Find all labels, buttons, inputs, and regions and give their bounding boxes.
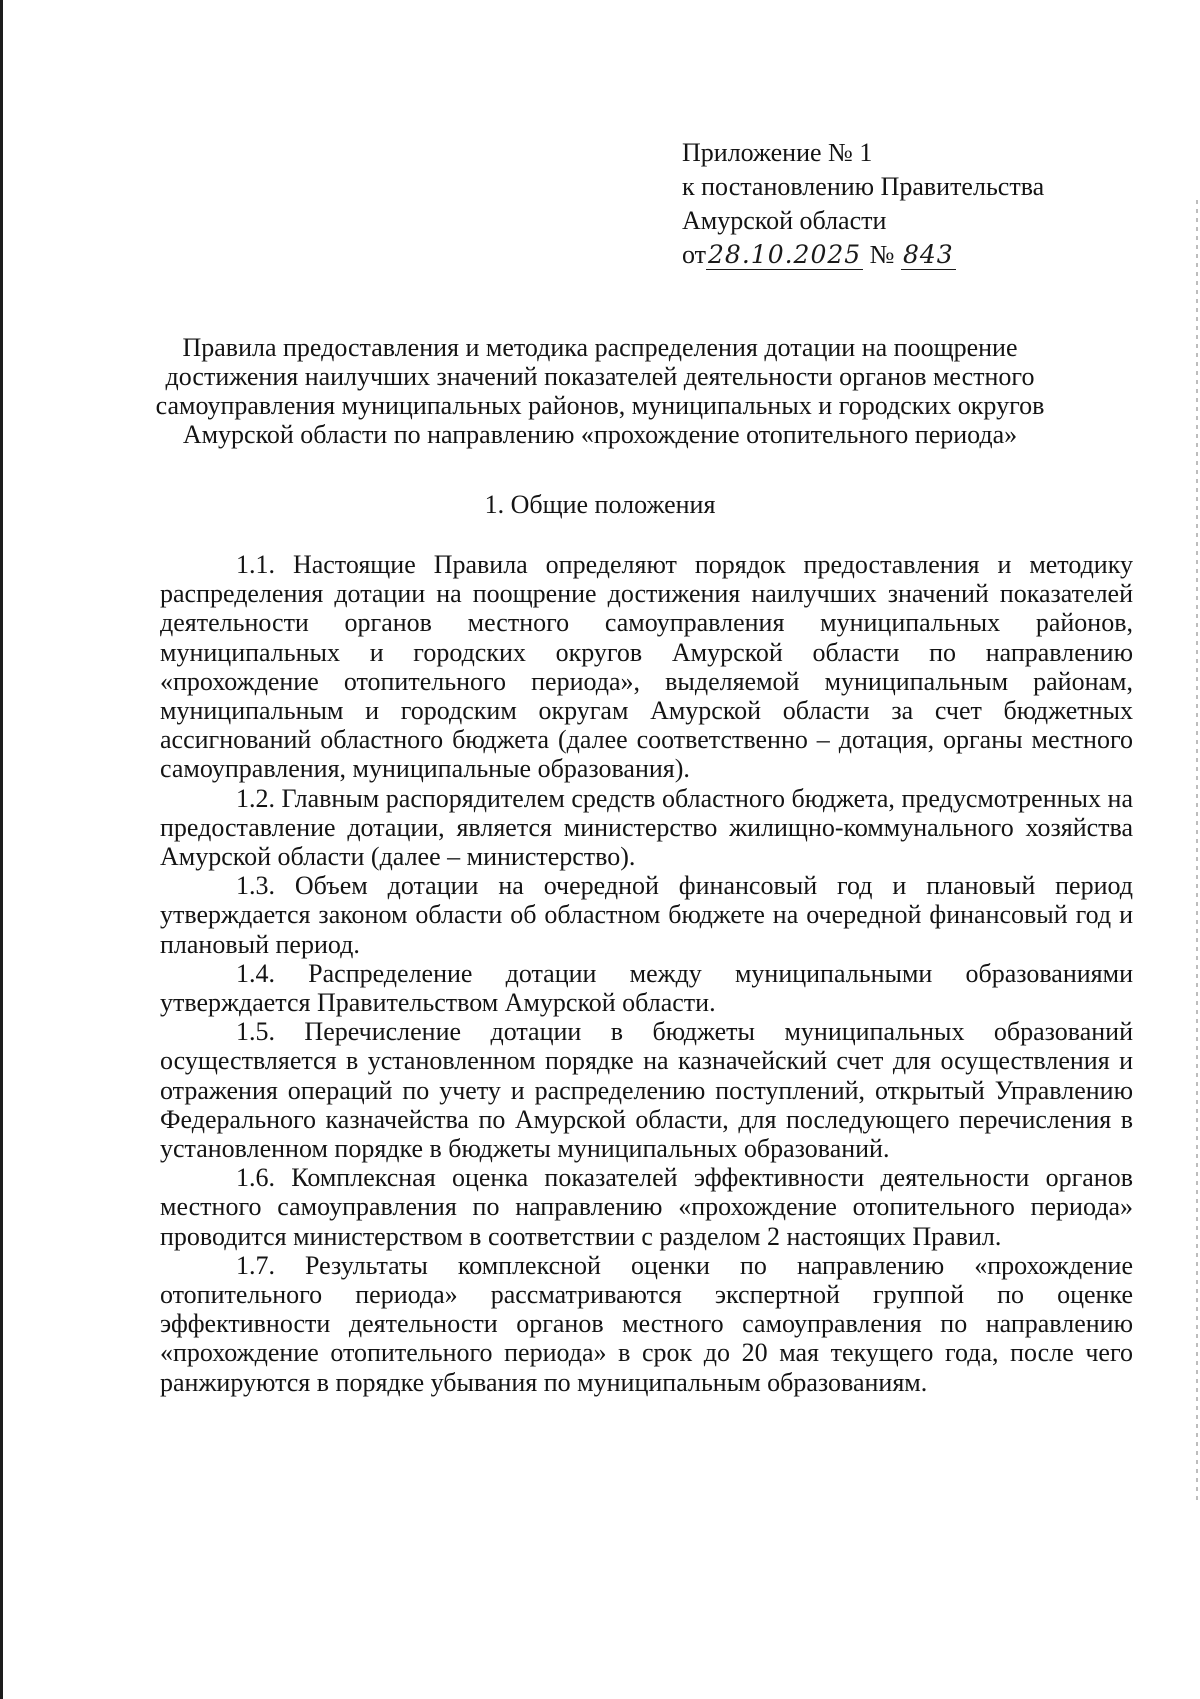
handwritten-number: 843 xyxy=(902,240,954,269)
paragraph: 1.7. Результаты комплексной оценки по направлению «прохождение отопительного периода» рассматриваются экспертной группой по оценке эффективности деятельности органов местного самоуправления по направлению «прохождение отопительного периода» в срок до 20 мая текущего года, после чего ранжируются в порядке убывания по муниципальным образованиям. xyxy=(160,1250,1133,1397)
document-body xyxy=(160,550,1133,1397)
paragraph: 1.6. Комплексная оценка показателей эффективности деятельности органов местного самоуправления по направлению «прохождение отопительного периода» проводится министерством в соответствии с разделом 2 настоящих Правил. xyxy=(160,1163,1133,1251)
paragraph: 1.5. Перечисление дотации в бюджеты муниципальных образований осуществляется в установленном порядке на казначейский счет для осуществления и отражения операций по учету и распределению поступлений, открытый Управлению Федерального казначейства по Амурской области, для последующего перечисления в установленном порядке в бюджеты муниципальных образований. xyxy=(160,1017,1133,1164)
appendix-block xyxy=(682,136,1162,272)
scan-edge xyxy=(0,0,3,1699)
appendix-line: к постановлению Правительства xyxy=(682,172,1045,201)
date-prefix: от xyxy=(682,240,707,269)
section-heading: 1. Общие положения xyxy=(484,490,716,519)
handwritten-date: 28.10.2025 xyxy=(708,240,862,269)
number-prefix: № xyxy=(869,240,895,269)
appendix-line: Приложение № 1 xyxy=(682,138,873,167)
paragraph: 1.1. Настоящие Правила определяют порядок предоставления и методику распределения дотации на поощрение достижения наилучших значений показателей деятельности органов местного самоуправления муниципальных районов, муниципальных и городских округов Амурской области по направлению «прохождение отопительного периода», выделяемой муниципальным районам, муниципальным и городским округам Амурской области за счет бюджетных ассигнований областного бюджета (далее соответственно – дотация, органы местного самоуправления, муниципальные образования). xyxy=(160,550,1133,784)
document-title: Правила предоставления и методика распределения дотации на поощрение достижения наилучших значений показателей деятельности органов местного самоуправления муниципальных районов, муниципальных и городских округов Амурской области по направлению «прохождение отопительного периода» xyxy=(155,333,1045,449)
paragraph: 1.3. Объем дотации на очередной финансовый год и плановый период утверждается законом области об областном бюджете на очередной финансовый год и плановый период. xyxy=(160,871,1133,959)
appendix-line: Амурской области xyxy=(682,206,887,235)
paragraph: 1.4. Распределение дотации между муниципальными образованиями утверждается Правительством Амурской области. xyxy=(160,958,1133,1018)
resolution-date-line xyxy=(682,238,1162,272)
paragraph: 1.2. Главным распорядителем средств областного бюджета, предусмотренных на предоставление дотации, является министерство жилищно-коммунального хозяйства Амурской области (далее – министерство). xyxy=(160,783,1133,872)
scan-edge-right xyxy=(1196,200,1198,1500)
